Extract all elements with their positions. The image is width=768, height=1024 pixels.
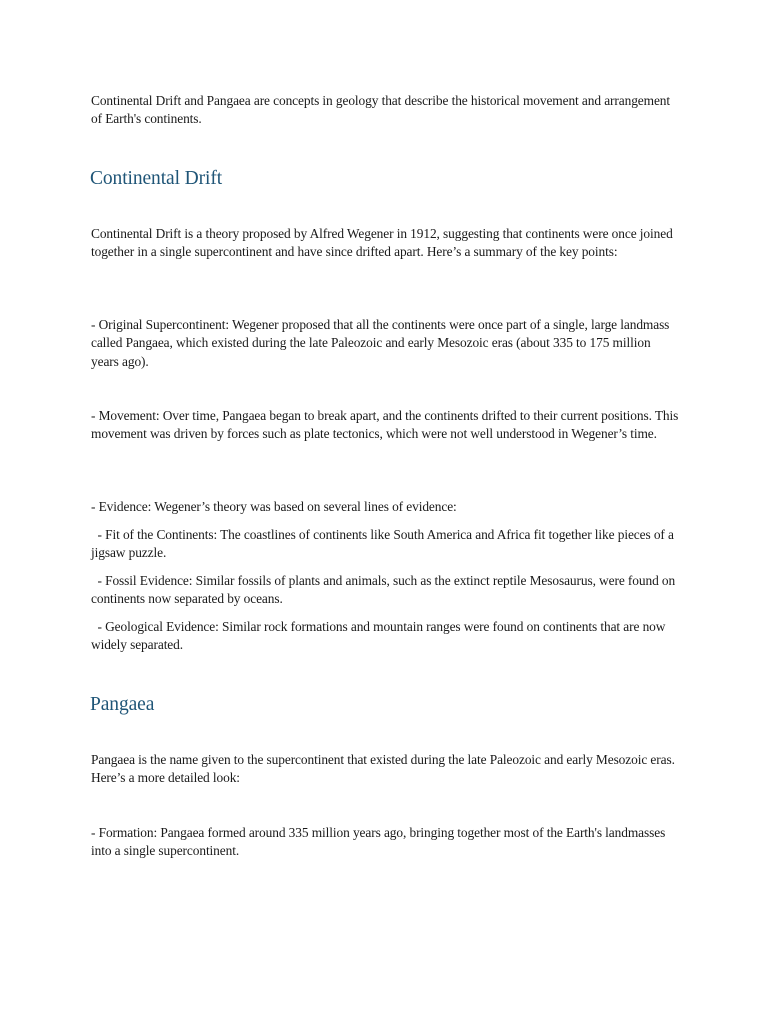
sub-bullet-fit-of-continents: - Fit of the Continents: The coastlines of continents like South America and Africa fit together like pieces of a jigsaw puzzle.: [91, 527, 678, 561]
intro-paragraph: Continental Drift and Pangaea are concepts in geology that describe the historical movement and arrangement of Earth's continents.: [91, 93, 671, 127]
sub-bullet-fossil-evidence: - Fossil Evidence: Similar fossils of plants and animals, such as the extinct reptile Mesosaurus, were found on continents now separated by oceans.: [91, 573, 679, 607]
bullet-original-supercontinent: - Original Supercontinent: Wegener proposed that all the continents were once part of a single, large landmass called Pangaea, which existed during the late Paleozoic and early Mesozoic eras (about 335 to 175 million years ago).: [91, 317, 670, 369]
sub-bullet-geological-evidence: - Geological Evidence: Similar rock formations and mountain ranges were found on continents that are now widely separated.: [91, 619, 669, 653]
pangaea-definition: Pangaea is the name given to the supercontinent that existed during the late Paleozoic and early Mesozoic eras. Here’s a more detailed look:: [91, 752, 675, 786]
bullet-movement: - Movement: Over time, Pangaea began to break apart, and the continents drifted to their current positions. This movement was driven by forces such as plate tectonics, which were not well understood in Wegener’s time.: [91, 408, 679, 442]
bullet-formation: - Formation: Pangaea formed around 335 million years ago, bringing together most of the Earth's landmasses into a single supercontinent.: [91, 825, 666, 859]
section-heading-continental-drift: Continental Drift: [90, 168, 223, 189]
continental-drift-definition: Continental Drift is a theory proposed by Alfred Wegener in 1912, suggesting that continents were once joined together in a single supercontinent and have since drifted apart. Here’s a summary of the key points:: [91, 226, 673, 260]
section-heading-pangaea: Pangaea: [90, 694, 155, 715]
bullet-evidence: - Evidence: Wegener’s theory was based on several lines of evidence:: [91, 499, 457, 514]
